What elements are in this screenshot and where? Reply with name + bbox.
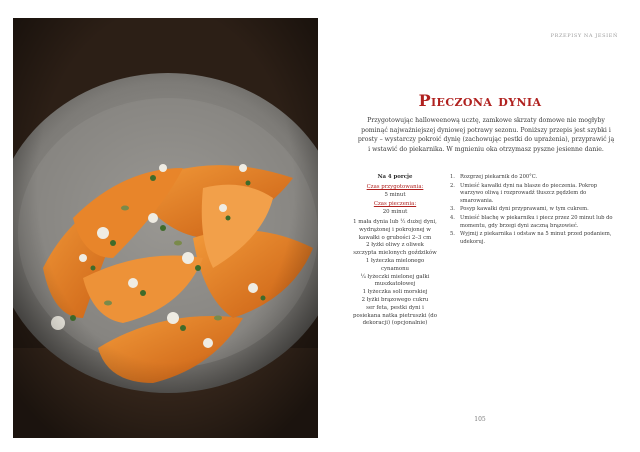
step-number: 3. — [450, 206, 455, 213]
running-head: PRZEPISY NA JESIEŃ — [550, 33, 618, 39]
ingredient-item: 2 łyżki oliwy z oliwek — [366, 242, 424, 249]
prep-time-value: 5 minut — [384, 191, 406, 198]
ingredient-item: 1 łyżeczka soli morskiej — [362, 289, 428, 296]
step-text: Umieść blachę w piekarniku i piecz przez 20 minut lub do momentu, gdy brzegi dyni zaczną brązowieć. — [460, 214, 613, 229]
step-item — [450, 231, 614, 246]
bake-time-value: 20 minut — [382, 209, 408, 216]
recipe-photo — [13, 18, 318, 438]
recipe-title: Pieczona dynia — [418, 91, 542, 110]
servings: Na 4 porcje — [377, 174, 413, 180]
step-item — [450, 174, 614, 182]
ingredient-item: 1 mała dynia lub ½ dużej dyni, wydrążonej i pokrojonej w kawałki o grubości 2–3 cm — [353, 218, 437, 241]
recipe-page — [330, 18, 630, 438]
ingredient-item: 2 łyżki brązowego cukru — [361, 296, 429, 303]
step-number: 1. — [450, 174, 455, 180]
step-number: 4. — [450, 214, 455, 221]
roasted-pumpkin-plate-photo — [13, 18, 318, 438]
ingredient-item: ser feta, pestki dyni i posiekana natka pietruszki (do dekoracji) (opcjonalnie) — [353, 304, 437, 327]
ingredient-item: ¼ łyżeczki mielonej gałki muszkatołowej — [360, 273, 430, 288]
step-item — [450, 206, 614, 214]
ingredients-column — [352, 174, 438, 328]
page-number: 105 — [474, 416, 486, 423]
step-number: 2. — [450, 182, 455, 189]
ingredient-item: 1 łyżeczka mielonego cynamonu — [365, 257, 425, 272]
recipe-intro: Przygotowując halloweenową ucztę, zamkowe skrzaty domowe nie mogłyby pominąć najważniejszej dyniowej potrawy sezonu. Poniższy przepis jest szybki i prosty – wystarczy pokroić dynię (zachowując pestki do uprażenia), przyprawić ją i wstawić do piekarnika. W mgnieniu oka otrzymasz pyszne jesienne danie. — [357, 117, 615, 153]
method-steps — [450, 174, 614, 247]
ingredient-item: szczypta mielonych goździków — [353, 250, 437, 257]
bake-time-label: Czas pieczenia: — [373, 201, 417, 208]
step-item — [450, 215, 614, 230]
step-text: Wyjmij z piekarnika i odstaw na 5 minut przed podaniem, udekoruj. — [460, 231, 612, 245]
step-number: 5. — [450, 231, 455, 238]
step-text: Rozgrzej piekarnik do 200°C. — [460, 174, 538, 180]
step-text: Posyp kawałki dyni przyprawami, w tym cukrem. — [460, 206, 589, 213]
prep-time-label: Czas przygotowania: — [366, 183, 424, 190]
step-item — [450, 183, 614, 206]
step-text: Umieść kawałki dyni na blasze do pieczenia. Pokrop warzywo oliwą i rozprowadź tłuszcz pędzlem do smarowania. — [460, 182, 598, 204]
